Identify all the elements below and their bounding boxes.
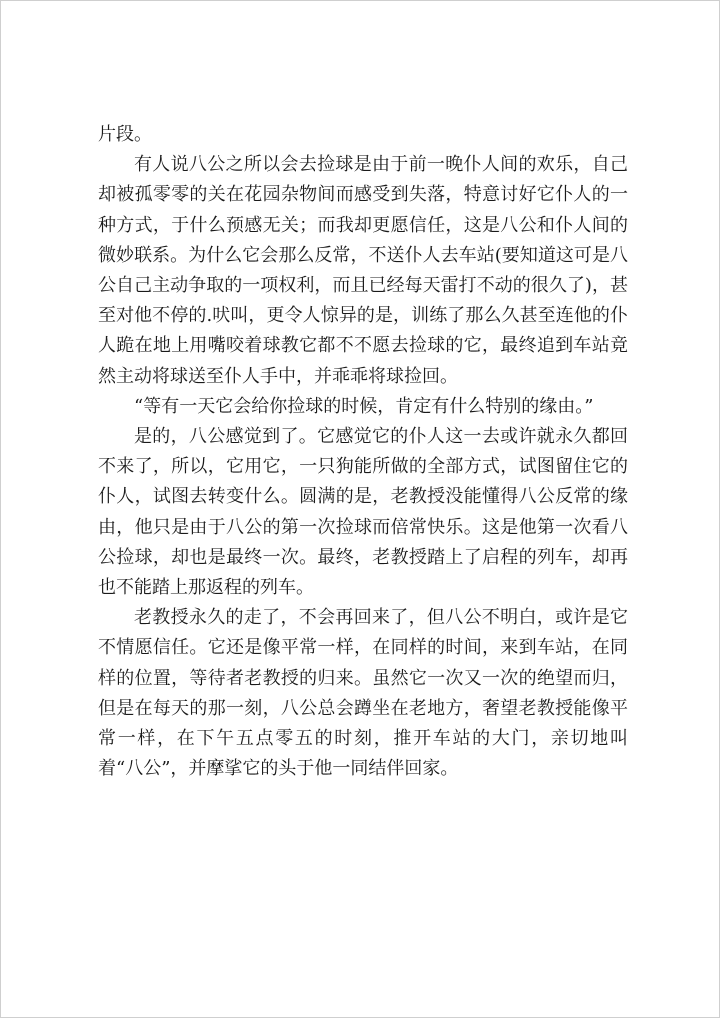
paragraph-5: 老教授永久的走了，不会再回来了，但八公不明白，或许是它不情愿信任。它还是像平常一样，在同样的时间，来到车站，在同样的位置，等待者老教授的归来。虽然它一次又一次的绝望而归，但是在每天的那一刻，八公总会蹲坐在老地方，奢望老教授能像平常一样，在下午五点零五的时刻，推开车站的大门，亲切地叫着“八公”，并摩挲它的头于他一同结伴回家。 (98, 607, 628, 780)
document-body (98, 120, 628, 784)
paragraph-2: 有人说八公之所以会去捡球是由于前一晚仆人间的欢乐，自己却被孤零零的关在花园杂物间而感受到失落，特意讨好它仆人的一种方式，于什么预感无关；而我却更愿信任，这是八公和仆人间的微妙联系。为什么它会那么反常，不送仆人去车站(要知道这可是八公自己主动争取的一项权利，而且已经每天雷打不动的很久了)，甚至对他不停的.吠叫，更令人惊异的是，训练了那么久甚至连他的仆人跪在地上用嘴咬着球教它都不不愿去捡球的它，最终追到车站竟然主动将球送至仆人手中，并乖乖将球捡回。 (98, 154, 628, 387)
paragraph-3: “等有一天它会给你捡球的时候，肯定有什么特别的缘由。” (134, 395, 594, 417)
paragraph-1: 片段。 (98, 124, 152, 145)
paragraph-4: 是的，八公感觉到了。它感觉它的仆人这一去或许就永久都回不来了，所以，它用它，一只狗能所做的全部方式，试图留住它的仆人，试图去转变什么。圆满的是，老教授没能懂得八公反常的缘由，他只是由于八公的第一次捡球而倍常快乐。这是他第一次看八公捡球，却也是最终一次。最终，老教授踏上了启程的列车，却再也不能踏上那返程的列车。 (98, 426, 628, 599)
